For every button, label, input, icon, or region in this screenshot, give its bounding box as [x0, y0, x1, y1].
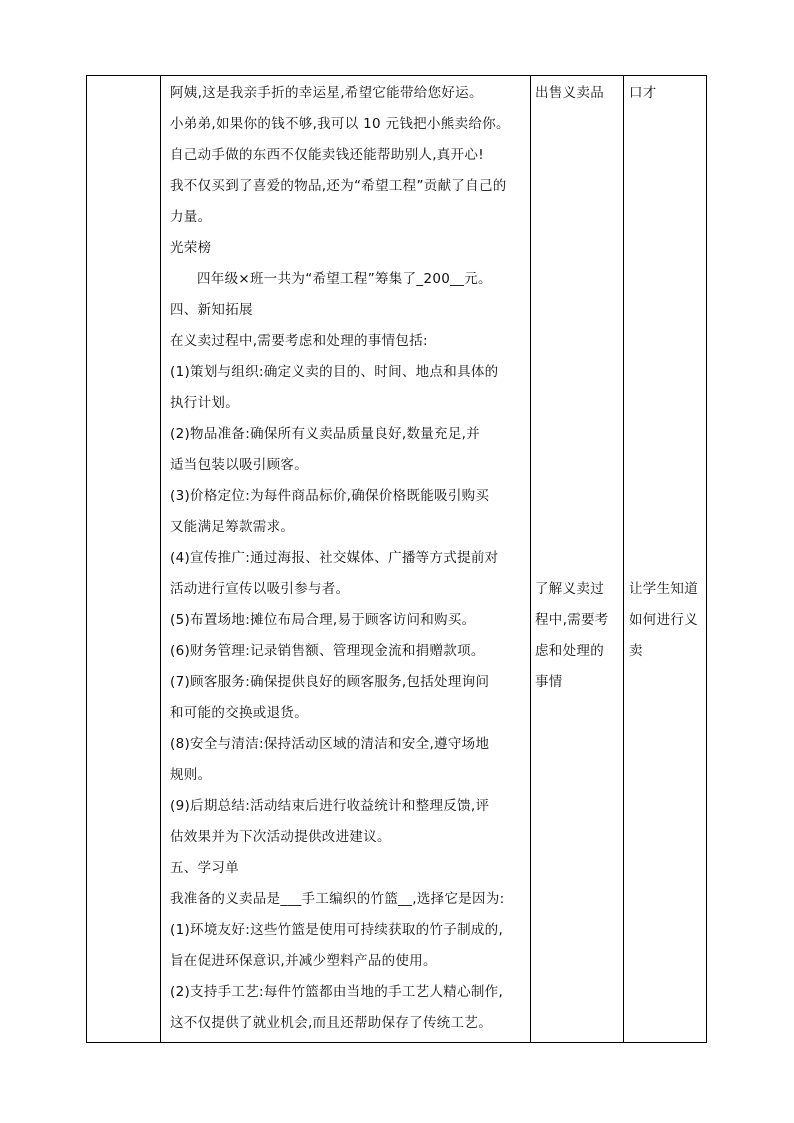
text-line: (2)支持手工艺:每件竹篮都由当地的手工艺人精心制作, — [170, 984, 504, 1000]
text-line: 小弟弟,如果你的钱不够,我可以 10 元钱把小熊卖给你。 — [170, 116, 510, 132]
text-line: 和可能的交换或退货。 — [170, 705, 308, 721]
text-line: 自己动手做的东西不仅能卖钱还能帮助别人,真开心! — [170, 147, 484, 163]
activity-text: 虑和处理的 — [535, 643, 604, 659]
text-line: (7)顾客服务:确保提供良好的顾客服务,包括处理询问 — [170, 674, 490, 690]
text-line: 旨在促进环保意识,并减少塑料产品的使用。 — [170, 953, 437, 969]
activity-label: 出售义卖品 — [535, 85, 604, 101]
text-line: 阿姨,这是我亲手折的幸运星,希望它能带给您好运。 — [170, 85, 483, 101]
text-line: (3)价格定位:为每件商品标价,确保价格既能吸引购买 — [170, 488, 490, 504]
content-column — [165, 76, 531, 1042]
text-line: 四年级×班一共为“希望工程”筹集了_200__元。 — [197, 271, 492, 287]
text-line: 我不仅买到了喜爱的物品,还为“希望工程”贡献了自己的 — [170, 178, 507, 194]
text-line: (2)物品准备:确保所有义卖品质量良好,数量充足,并 — [170, 426, 481, 442]
purpose-text: 卖 — [629, 643, 643, 659]
purpose-text: 让学生知道 — [629, 581, 698, 597]
activity-text: 了解义卖过 — [535, 581, 604, 597]
text-line: (8)安全与清洁:保持活动区域的清洁和安全,遵守场地 — [170, 736, 490, 752]
column-divider-1 — [160, 76, 161, 1042]
text-line: 活动进行宣传以吸引参与者。 — [170, 581, 350, 597]
text-line: 我准备的义卖品是___手工编织的竹篮__,选择它是因为: — [170, 891, 505, 907]
text-line: 适当包装以吸引顾客。 — [170, 457, 308, 473]
text-line: (1)环境友好:这些竹篮是使用可持续获取的竹子制成的, — [170, 922, 504, 938]
text-line: 这不仅提供了就业机会,而且还帮助保存了传统工艺。 — [170, 1015, 492, 1031]
text-line: (6)财务管理:记录销售额、管理现金流和捐赠款项。 — [170, 643, 485, 659]
text-line: (1)策划与组织:确定义卖的目的、时间、地点和具体的 — [170, 364, 499, 380]
text-line: 规则。 — [170, 767, 212, 783]
section-heading: 四、新知拓展 — [170, 302, 253, 318]
purpose-label: 口才 — [629, 85, 657, 101]
lesson-table — [86, 75, 707, 1043]
activity-text: 程中,需要考 — [535, 612, 609, 628]
text-line: 估效果并为下次活动提供改进建议。 — [170, 829, 391, 845]
text-line: (5)布置场地:摊位布局合理,易于顾客访问和购买。 — [170, 612, 476, 628]
text-line: 又能满足筹款需求。 — [170, 519, 295, 535]
text-line: (9)后期总结:活动结束后进行收益统计和整理反馈,评 — [170, 798, 490, 814]
section-heading: 五、学习单 — [170, 860, 239, 876]
column-divider-3 — [623, 76, 624, 1042]
purpose-text: 如何进行义 — [629, 612, 698, 628]
text-line: 在义卖过程中,需要考虑和处理的事情包括: — [170, 333, 428, 349]
activity-text: 事情 — [535, 674, 563, 690]
text-line: (4)宣传推广:通过海报、社交媒体、广播等方式提前对 — [170, 550, 499, 566]
text-line: 执行计划。 — [170, 395, 239, 411]
text-line: 力量。 — [170, 209, 212, 225]
section-heading: 光荣榜 — [170, 240, 212, 256]
